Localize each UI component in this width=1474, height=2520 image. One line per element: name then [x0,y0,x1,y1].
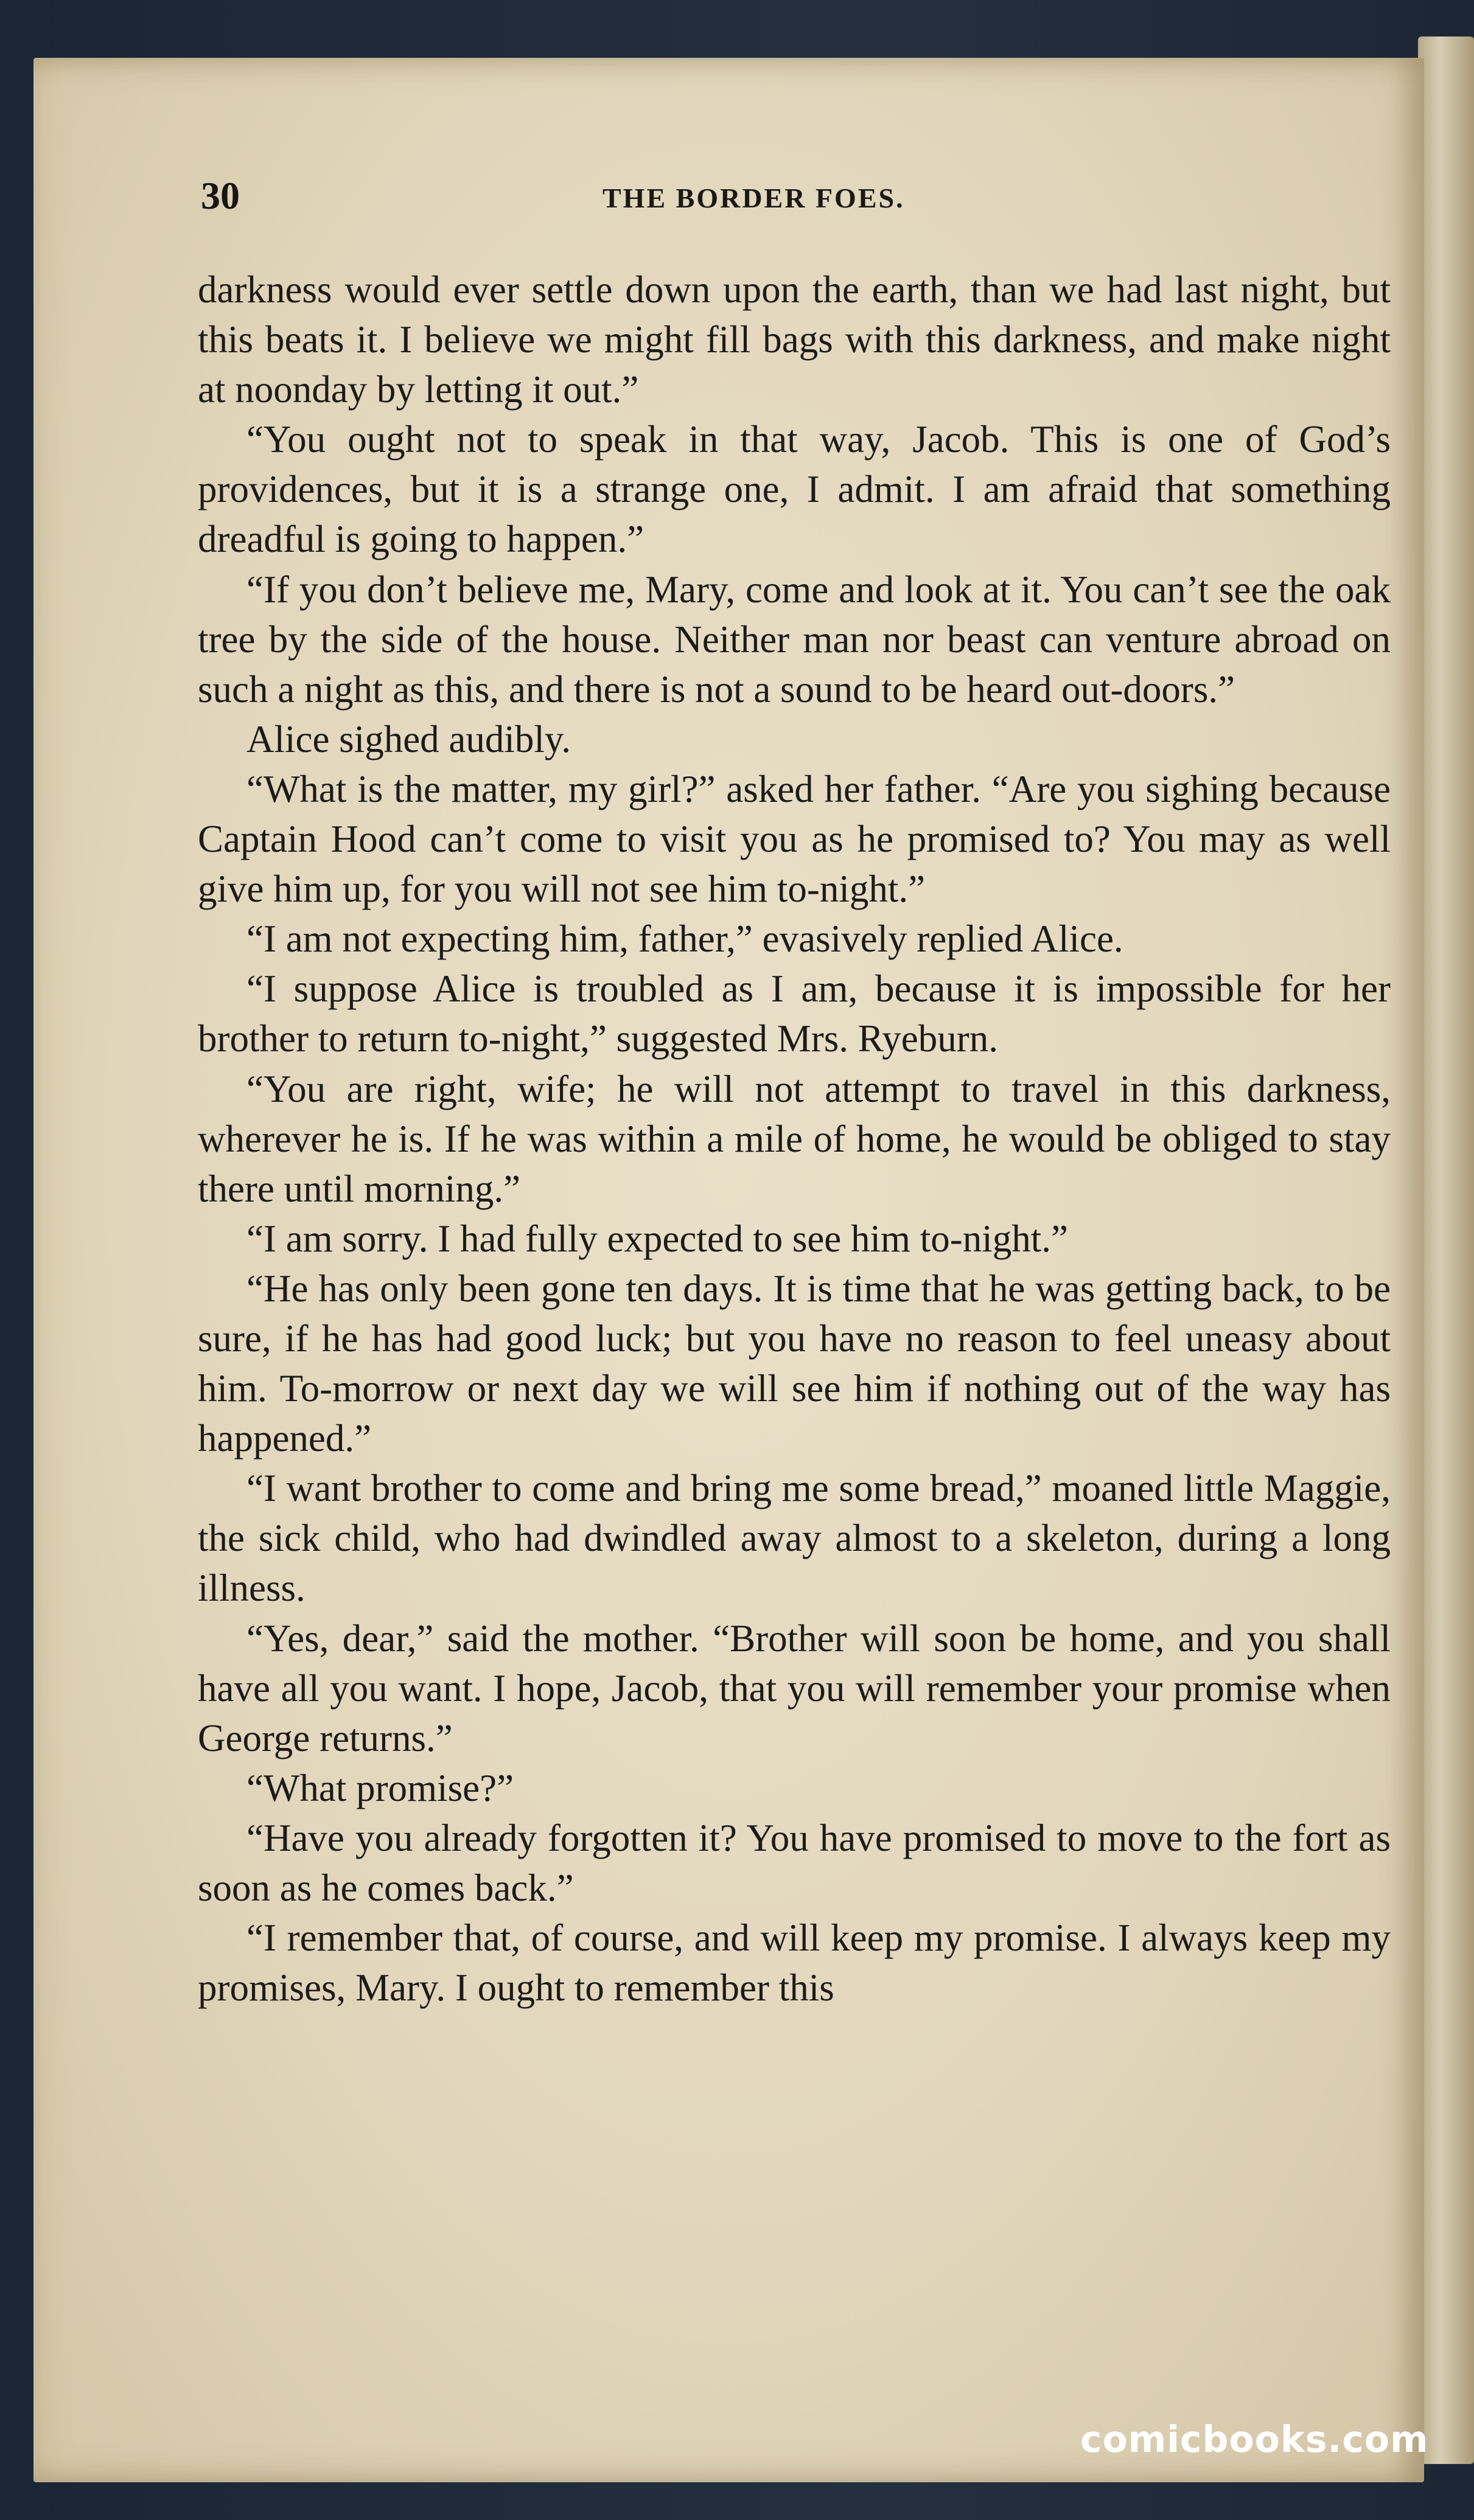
paragraph: “He has only been gone ten days. It is time that he was getting back, to be sure, if he has had good luck; but you have no reason to feel uneasy about him. To-morrow or next day we will see him if nothing out of the way has happened.” [198,1267,1391,1460]
paragraph: “I am sorry. I had fully expected to see him to-night.” [246,1217,1068,1260]
paragraph: “Yes, dear,” said the mother. “Brother will soon be home, and you shall have all you want. I hope, Jacob, that you will remember your promise when George returns.” [198,1617,1391,1759]
paragraph: “If you don’t believe me, Mary, come and look at it. You can’t see the oak tree by the side of the house. Neither man nor beast can venture abroad on such a night as this, and there is not a sound to be heard out-doors.” [198,568,1391,711]
paragraph: “I want brother to come and bring me some bread,” moaned little Maggie, the sick child, who had dwindled away almost to a skeleton, during a long illness. [198,1467,1391,1610]
watermark: comicbooks.com [1080,2418,1429,2461]
paragraph: “I am not expecting him, father,” evasively replied Alice. [246,917,1123,961]
paragraph: “You ought not to speak in that way, Jacob. This is one of God’s providences, but it is a strange one, I admit. I am afraid that something dreadful is going to happen.” [198,418,1391,561]
body-text [198,265,1391,2013]
adjacent-page-edge [1418,37,1474,2464]
paragraph: “I suppose Alice is troubled as I am, because it is impossible for her brother to return to-night,” suggested Mrs. Ryeburn. [198,967,1391,1060]
paragraph: darkness would ever settle down upon the earth, than we had last night, but this beats it. I believe we might fill bags with this darkness, and make night at noonday by letting it out.” [198,268,1391,411]
paragraph: “I remember that, of course, and will keep my promise. I always keep my promises, Mary. I ought to remember this [198,1916,1391,2010]
paragraph: “What is the matter, my girl?” asked her father. “Are you sighing because Captain Hood can’t come to visit you as he promised to? You may as well give him up, for you will not see him to-night.” [198,767,1391,911]
paragraph: “You are right, wife; he will not attempt to travel in this darkness, wherever he is. If he was within a mile of home, he would be obliged to stay there until morning.” [198,1067,1391,1210]
paragraph: Alice sighed audibly. [246,717,571,761]
page-number: 30 [201,174,240,217]
paragraph: “What promise?” [246,1766,514,1809]
page-header [201,173,1388,222]
running-head: THE BORDER FOES. [603,183,905,214]
paragraph: “Have you already forgotten it? You have promised to move to the fort as soon as he comes back.” [198,1816,1391,1909]
